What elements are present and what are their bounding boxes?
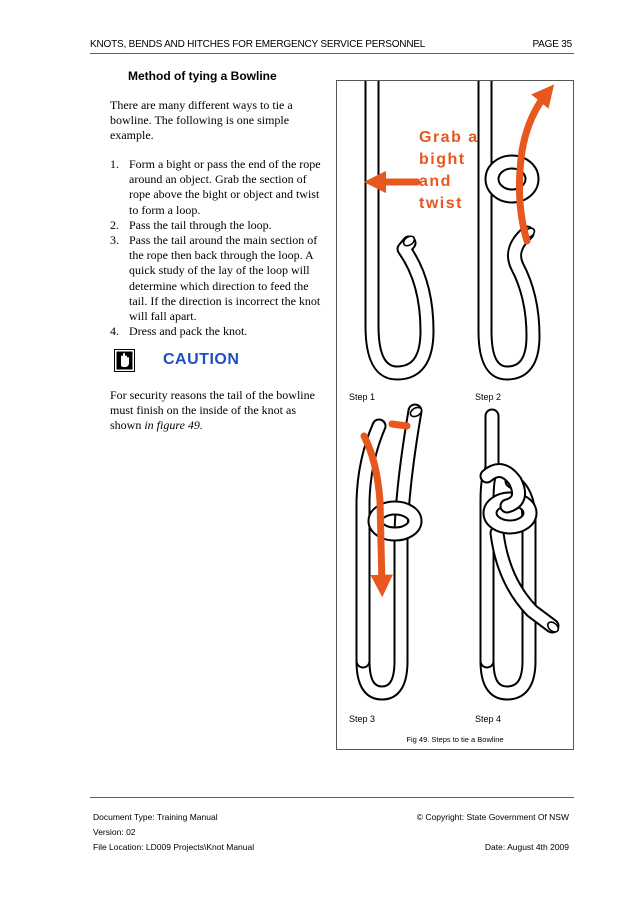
step-number: 3.: [110, 233, 119, 248]
footer-row-2: [93, 827, 569, 837]
step1-rope: [372, 81, 427, 373]
footer-file-location: File Location: LD009 Projects\Knot Manual: [93, 842, 255, 852]
grab-annotation: [419, 127, 479, 215]
step-number: 1.: [110, 157, 119, 171]
list-item: [110, 233, 325, 324]
page-number: PAGE 35: [532, 39, 572, 50]
step3-tail-mark: [392, 424, 407, 426]
grab-line: Grab a: [419, 129, 479, 146]
footer-version: Version: 02: [93, 827, 136, 837]
step-text: Pass the tail around the main section of the rope then back through the loop. A quick study of the lay of the loop will determine which direction to feed the tail. If the direction is incorrect the knot will fall apart.: [129, 233, 321, 324]
grab-line: twist: [419, 195, 463, 212]
grab-line: and: [419, 173, 452, 190]
section-title: Method of tying a Bowline: [128, 69, 277, 83]
footer-date: Date: August 4th 2009: [484, 842, 569, 852]
step-label-2: Step 2: [475, 392, 502, 402]
step-text: Dress and pack the knot.: [129, 324, 248, 339]
list-item: [110, 157, 325, 218]
document-title: KNOTS, BENDS AND HITCHES FOR EMERGENCY SERVICE PERSONNEL: [90, 39, 426, 50]
step-label-1: Step 1: [349, 392, 376, 402]
stop-hand-icon: [114, 349, 135, 372]
footer-row-1: [93, 812, 569, 822]
footer-row-3: [93, 842, 569, 852]
grab-line: bight: [419, 151, 466, 168]
security-text: For security reasons the tail of the bowline must finish on the inside of the knot as shown: [110, 388, 315, 433]
list-item: [110, 324, 325, 339]
step-number: 4.: [110, 324, 119, 339]
step-label-4: Step 4: [475, 714, 502, 724]
footer-divider: [90, 797, 574, 798]
intro-paragraph: There are many different ways to tie a bowline. The following is one simple example.: [110, 98, 293, 143]
step-label-3: Step 3: [349, 714, 376, 724]
header-divider: [90, 53, 574, 54]
figure-caption: Fig 49. Steps to tie a Bowline: [406, 735, 504, 744]
bowline-figure: [336, 80, 574, 750]
step-number: 2.: [110, 217, 119, 232]
footer-doc-type: Document Type: Training Manual: [93, 812, 218, 822]
figure-reference: in figure 49.: [144, 418, 203, 433]
caution-label: CAUTION: [163, 351, 240, 368]
steps-list: [110, 157, 325, 339]
step-text: Pass the tail through the loop.: [129, 217, 272, 232]
page-header: [90, 39, 572, 51]
list-item: [110, 218, 325, 233]
step-text: Form a bight or pass the end of the rope around an object. Grab the section of rope above the bight or object and twist to form a loop.: [129, 157, 321, 217]
step4-rope: [487, 416, 560, 693]
security-paragraph: [110, 388, 325, 434]
footer-copyright: © Copyright: State Government Of NSW: [416, 812, 569, 822]
